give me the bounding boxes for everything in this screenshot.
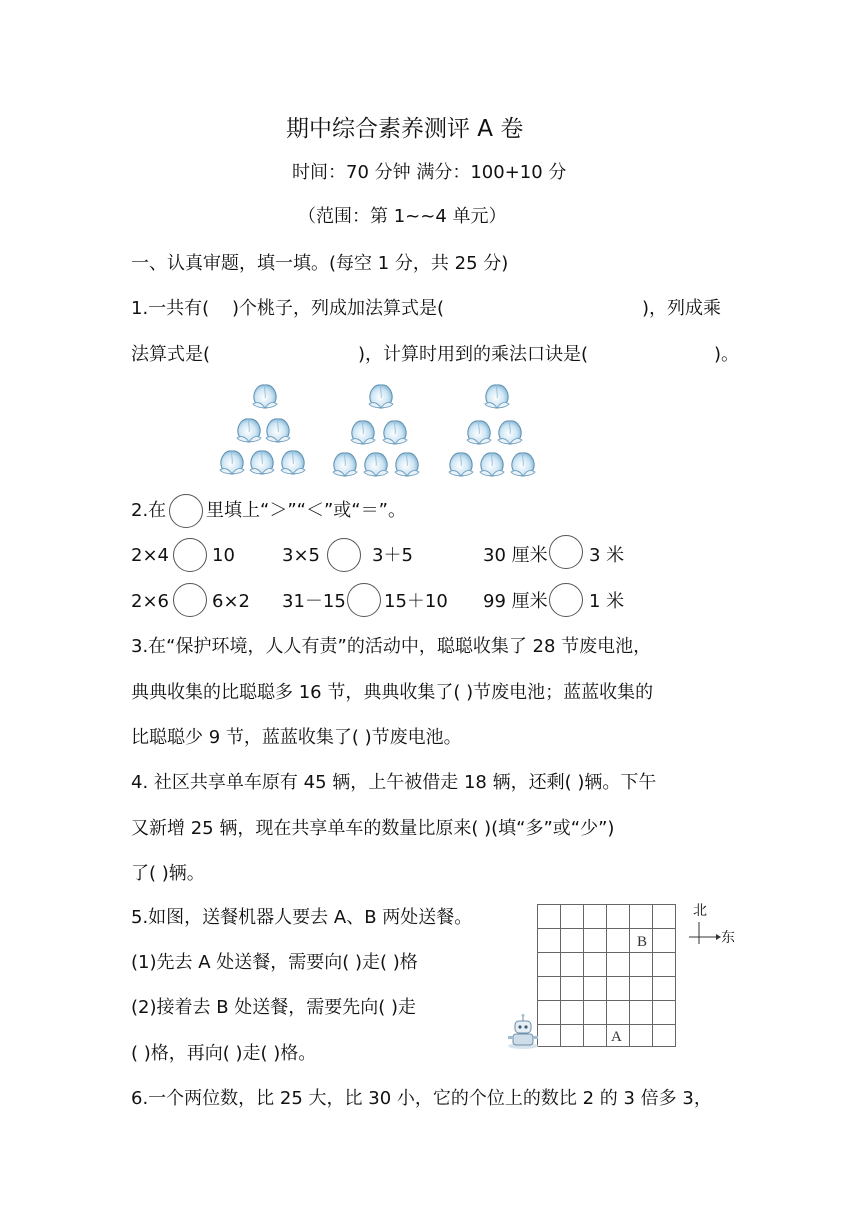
q2-r2-left-3: 99 厘米	[483, 591, 548, 612]
q2-r1-right-2: 3＋5	[372, 545, 413, 566]
q2-r1-left-3: 30 厘米	[483, 545, 548, 566]
peach-group-2	[333, 385, 419, 476]
q5-line-1: 5.如图，送餐机器人要去 A、B 两处送餐。	[131, 907, 473, 928]
q1-text-d: 法算式是(	[131, 344, 211, 365]
peach-group-1	[220, 385, 305, 474]
q4-line-2: 又新增 25 辆，现在共享单车的数量比原来( )(填“多”或“少”)	[131, 818, 615, 839]
q4-line-3: 了( )辆。	[131, 863, 205, 884]
delivery-grid-map	[537, 904, 677, 1048]
section-heading: 一、认真审题，填一填。(每空 1 分，共 25 分)	[131, 253, 509, 274]
compare-circle[interactable]	[173, 538, 207, 572]
q1-text-b: )个桃子，列成加法算式是(	[232, 298, 445, 319]
grid-label-b: B	[637, 934, 648, 950]
q2-prompt-a: 2.在	[131, 500, 167, 521]
compare-circle[interactable]	[327, 538, 361, 572]
compare-circle-sample	[169, 494, 203, 528]
peach-group-3	[449, 385, 535, 476]
q2-r1-left-2: 3×5	[282, 545, 320, 566]
q5-line-3: (2)接着去 B 处送餐，需要先向( )走	[131, 997, 417, 1018]
q2-r1-right-3: 3 米	[589, 545, 625, 566]
q2-r2-left-2: 31－15	[282, 591, 346, 612]
scope-info: （范围：第 1~~4 单元）	[298, 206, 507, 227]
robot-icon	[504, 1012, 542, 1050]
q3-line-3: 比聪聪少 9 节，蓝蓝收集了( )节废电池。	[131, 727, 462, 748]
q2-r2-right-1: 6×2	[212, 591, 250, 612]
page-title: 期中综合素养测评 A 卷	[286, 116, 524, 142]
compare-circle[interactable]	[173, 583, 207, 617]
q1-text-c: )，列成乘	[642, 298, 722, 319]
compass-east-label: 东	[721, 930, 735, 946]
compass-arrow-icon	[688, 920, 722, 946]
compass-north-label: 北	[693, 903, 707, 919]
q2-r2-right-2: 15＋10	[384, 591, 448, 612]
compare-circle[interactable]	[347, 583, 381, 617]
q3-line-2: 典典收集的比聪聪多 16 节，典典收集了( )节废电池；蓝蓝收集的	[131, 682, 654, 703]
peaches-illustration	[215, 380, 545, 480]
q5-line-4: ( )格，再向( )走( )格。	[131, 1043, 317, 1064]
q6-line-1: 6.一个两位数，比 25 大，比 30 小，它的个位上的数比 2 的 3 倍多 3，	[131, 1088, 712, 1109]
q2-r1-right-1: 10	[212, 545, 235, 566]
q1-text-a: 1.一共有(	[131, 298, 210, 319]
time-info: 时间：70 分钟 满分：100+10 分	[292, 162, 567, 183]
q1-text-e: )，计算时用到的乘法口诀是(	[358, 344, 589, 365]
compare-circle[interactable]	[549, 583, 583, 617]
q1-text-f: )。	[714, 344, 740, 365]
grid-label-a: A	[611, 1029, 622, 1045]
q4-line-1: 4. 社区共享单车原有 45 辆，上午被借走 18 辆，还剩( )辆。下午	[131, 772, 657, 793]
q2-r2-right-3: 1 米	[589, 591, 625, 612]
compare-circle[interactable]	[549, 535, 583, 569]
q3-line-1: 3.在“保护环境，人人有责”的活动中，聪聪收集了 28 节废电池，	[131, 636, 652, 657]
q2-r2-left-1: 2×6	[131, 591, 169, 612]
q2-prompt-b: 里填上“＞”“＜”或“＝”。	[206, 500, 406, 521]
q2-r1-left-1: 2×4	[131, 545, 169, 566]
q5-line-2: (1)先去 A 处送餐，需要向( )走( )格	[131, 952, 418, 973]
